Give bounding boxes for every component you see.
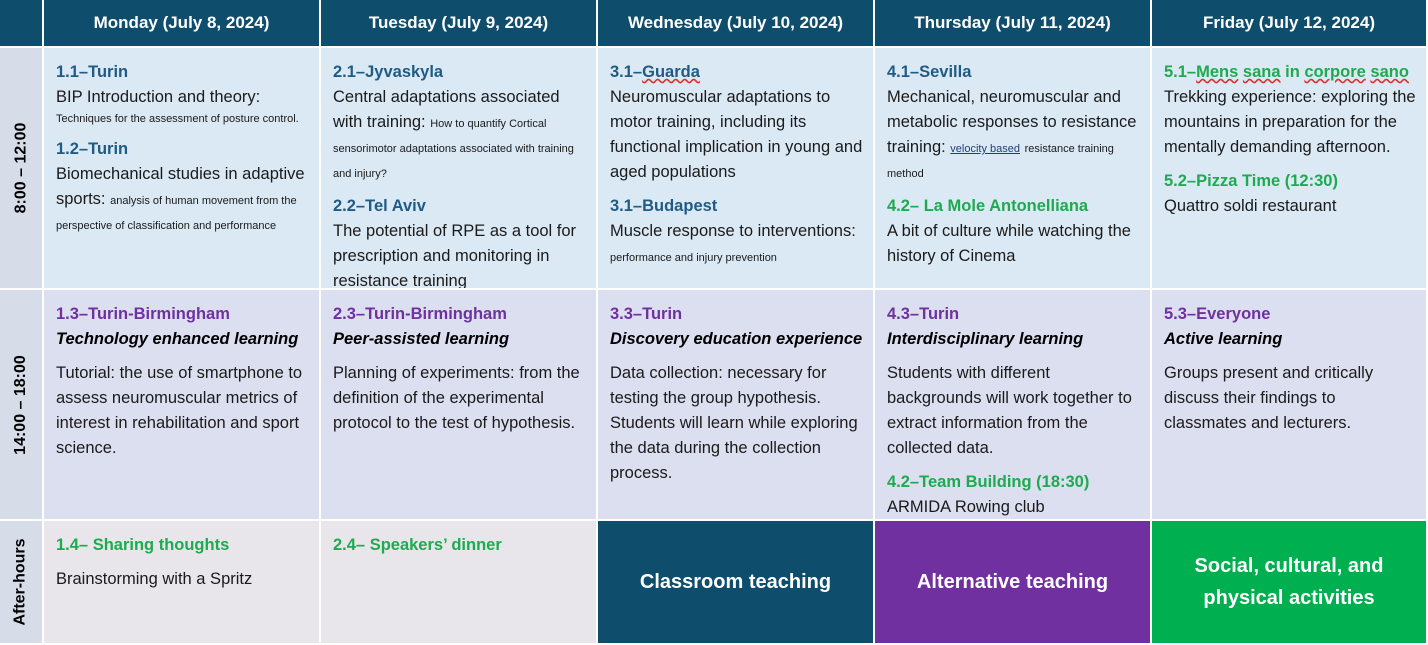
session-title: 3.3–Turin (610, 305, 683, 323)
session-desc: Planning of experiments: from the definition of the experimental protocol to the test of hypothesis. (333, 364, 580, 432)
session-desc: Tutorial: the use of smartphone to assess neuromuscular metrics of interest in rehabilitation and sport science. (56, 364, 303, 457)
title-part: sano (1370, 63, 1409, 81)
legend-social-label: Social, cultural, and physical activities (1194, 555, 1384, 609)
header-thursday: Thursday (July 11, 2024) (875, 0, 1152, 48)
title-part: sana (1242, 63, 1281, 81)
row-label-afternoon (0, 290, 44, 521)
session-desc: Central adaptations associated with training: (333, 88, 560, 131)
session-subtitle: Interdisciplinary learning (887, 330, 1084, 348)
session-desc: Neuromuscular adaptations to motor training, including its functional implication in young and aged populations (610, 88, 863, 181)
legend-social (1152, 521, 1428, 645)
header-wednesday: Wednesday (July 10, 2024) (598, 0, 875, 48)
cell-wed-morning (598, 48, 875, 290)
cell-thu-afternoon (875, 290, 1152, 521)
session-desc: Brainstorming with a Spritz (56, 570, 253, 588)
session-detail: resistance training method (887, 143, 1114, 180)
session-desc: Biomechanical studies in adaptive sports: (56, 165, 305, 208)
session-title: 1.4– Sharing thoughts (56, 536, 230, 554)
cell-mon-morning (44, 48, 321, 290)
cell-wed-afternoon (598, 290, 875, 521)
session-desc: Groups present and critically discuss their findings to classmates and lecturers. (1164, 364, 1374, 432)
session-title: 3.1–Budapest (610, 197, 718, 215)
session-title: 5.2–Pizza Time (12:30) (1164, 172, 1338, 190)
row-label-evening (0, 521, 44, 645)
session-desc: Muscle response to interventions: (610, 222, 856, 240)
session-desc: Mechanical, neuromuscular and metabolic responses to resistance training: (887, 88, 1137, 156)
session-title: 4.2– La Mole Antonelliana (887, 197, 1089, 215)
session-desc: Trekking experience: exploring the mountains in preparation for the mentally demanding afternoon. (1164, 88, 1416, 156)
session-title: 2.4– Speakers’ dinner (333, 536, 502, 554)
session-desc: Quattro soldi restaurant (1164, 197, 1337, 215)
session-subtitle: Active learning (1164, 330, 1283, 348)
title-part: 5.1– (1164, 63, 1197, 81)
session-detail: How to quantify Cortical sensorimotor adaptations associated with training and injury? (333, 118, 574, 180)
session-title: 4.2–Team Building (18:30) (887, 473, 1090, 491)
title-part: in (1285, 63, 1300, 81)
row-label-afternoon-text: 14:00 – 18:00 (12, 354, 30, 455)
session-title: 1.2–Turin (56, 140, 129, 158)
session-title: 5.3–Everyone (1164, 305, 1271, 323)
title-part: Mens (1196, 63, 1239, 81)
session-title (1164, 60, 1416, 85)
session-title: 2.2–Tel Aviv (333, 197, 426, 215)
legend-alternative-label: Alternative teaching (916, 571, 1109, 593)
session-title: 2.3–Turin-Birmingham (333, 305, 507, 323)
cell-tue-evening (321, 521, 598, 645)
session-subtitle: Discovery education experience (610, 330, 863, 348)
header-monday: Monday (July 8, 2024) (44, 0, 321, 48)
cell-tue-morning (321, 48, 598, 290)
cell-mon-evening (44, 521, 321, 645)
legend-classroom (598, 521, 875, 645)
header-tuesday: Tuesday (July 9, 2024) (321, 0, 598, 48)
session-title-prefix: 3.1– (610, 63, 643, 81)
title-part: corpore (1304, 63, 1366, 81)
session-desc: ARMIDA Rowing club (887, 498, 1045, 516)
cell-fri-afternoon (1152, 290, 1428, 521)
session-detail-link: velocity based (950, 143, 1021, 155)
session-detail: analysis of human movement from the perspective of classification and performance (56, 195, 297, 232)
legend-alternative (875, 521, 1152, 645)
row-label-morning (0, 48, 44, 290)
session-title: 1.3–Turin-Birmingham (56, 305, 230, 323)
row-label-morning-text: 8:00 – 12:00 (12, 122, 30, 214)
session-desc: The potential of RPE as a tool for prescription and monitoring in resistance training (333, 222, 577, 290)
session-title: 2.1–Jyvaskyla (333, 63, 444, 81)
session-desc: BIP Introduction and theory: (56, 88, 261, 106)
cell-tue-afternoon (321, 290, 598, 521)
session-subtitle: Peer-assisted learning (333, 330, 510, 348)
cell-fri-morning (1152, 48, 1428, 290)
session-desc: Data collection: necessary for testing the group hypothesis. Students will learn while exploring the data during the collection process. (610, 364, 858, 482)
session-title: 1.1–Turin (56, 63, 129, 81)
session-title: 4.1–Sevilla (887, 63, 972, 81)
session-subtitle: Technology enhanced learning (56, 330, 299, 348)
row-label-evening-text: After-hours (12, 538, 30, 626)
header-friday: Friday (July 12, 2024) (1152, 0, 1428, 48)
cell-mon-afternoon (44, 290, 321, 521)
session-detail: Techniques for the assessment of posture control. (56, 113, 299, 125)
session-title (610, 60, 863, 85)
session-title-word: Guarda (642, 63, 700, 81)
session-desc: Students with different backgrounds will work together to extract information from the collected data. (887, 364, 1132, 457)
session-detail: performance and injury prevention (610, 252, 777, 264)
session-desc: A bit of culture while watching the history of Cinema (887, 222, 1131, 265)
legend-classroom-label: Classroom teaching (639, 571, 832, 593)
cell-thu-morning (875, 48, 1152, 290)
header-corner (0, 0, 44, 48)
session-title: 4.3–Turin (887, 305, 960, 323)
